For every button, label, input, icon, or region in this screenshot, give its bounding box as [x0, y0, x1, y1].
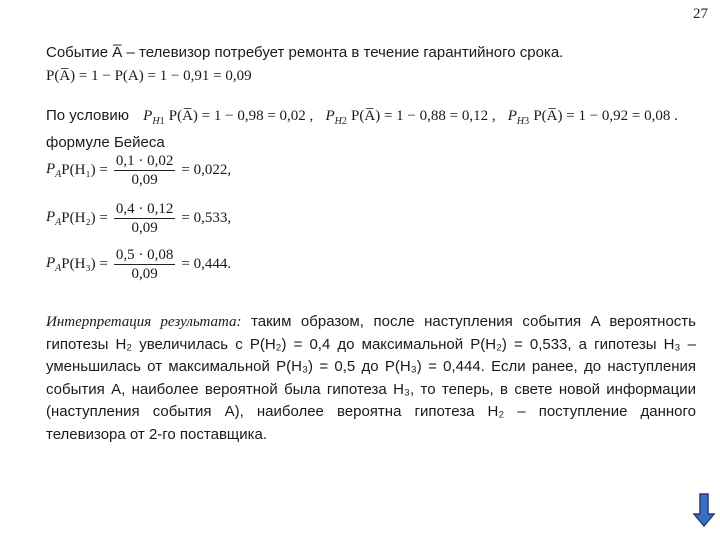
interpretation-lead: Интерпретация результата: [46, 314, 242, 330]
page-number: 27 [693, 6, 708, 22]
condition-h1: P(A̅) = 1 − 0,98 = 0,02 , [168, 108, 314, 124]
bayes-rhs: = 0,022, [181, 162, 232, 178]
event-definition: Событие A̅ – телевизор потребует ремонта в течение гарантийного срока. [46, 44, 564, 61]
condition-line: По условию $P_{H1}$ P(A̅) = 1 − 0,98 = 0,02 , $P_{H2}$ P(A̅) = 1 − 0,88 = 0,12 , $P_{H3}$ P(A̅) = 1 − 0,92 = 0,08 . [46, 107, 678, 127]
bayes-formula-1: $P_A$ P(H₁) = $\frac{0,1 \cdot 0,02}{0,09}$ = 0,022, [46, 153, 232, 188]
bayes-lhs: P(H₂) = [61, 210, 108, 226]
denominator: 0,09 [131, 172, 158, 188]
numerator: 0,4 · 0,12 [115, 201, 174, 217]
bayes-lhs: P(H₁) = [61, 162, 108, 178]
bayes-lhs: P(H₃) = [61, 256, 108, 272]
numerator: 0,5 · 0,08 [115, 247, 174, 263]
bayes-formula-2: $P_A$ P(H₂) = $\frac{0,4 \cdot 0,12}{0,09}$ = 0,533, [46, 201, 232, 236]
denominator: 0,09 [131, 266, 158, 282]
down-arrow-icon[interactable] [692, 492, 716, 528]
denominator: 0,09 [131, 220, 158, 236]
numerator: 0,1 · 0,02 [115, 153, 174, 169]
p-not-a-formula: P(A̅) = 1 − P(A) = 1 − 0,91 = 0,09 [46, 68, 252, 84]
condition-prefix: По условию [46, 107, 129, 124]
bayes-formula-3: $P_A$ P(H₃) = $\frac{0,5 \cdot 0,08}{0,09}$ = 0,444. [46, 247, 232, 282]
interpretation-text: таким образом, после наступления события A вероятность гипотезы H₂ увеличилась с P(H₂) = 0,4 до максимальной P(H₂) = 0,533, а гипотезы H₃ – уменьшилась от максимальной P(H₃) = 0,5 до P(H₃) = 0,444. Если ранее, до наступления события A, наиболее вероятной была гипотеза H₃, то теперь, в свете новой информации (наступления события A), наиболее вероятна гипотеза H₂ – поступление данного телевизора от 2-го поставщика. [46, 313, 696, 443]
bayes-rhs: = 0,533, [181, 210, 232, 226]
condition-h3: P(A̅) = 1 − 0,92 = 0,08 . [533, 108, 678, 124]
fraction [114, 200, 176, 237]
fraction [114, 246, 176, 283]
interpretation-paragraph [46, 311, 696, 447]
bayes-rhs: = 0,444. [181, 256, 232, 272]
bayes-label: формуле Бейеса [46, 134, 165, 151]
fraction [114, 152, 176, 189]
condition-h2: P(A̅) = 1 − 0,88 = 0,12 , [351, 108, 496, 124]
